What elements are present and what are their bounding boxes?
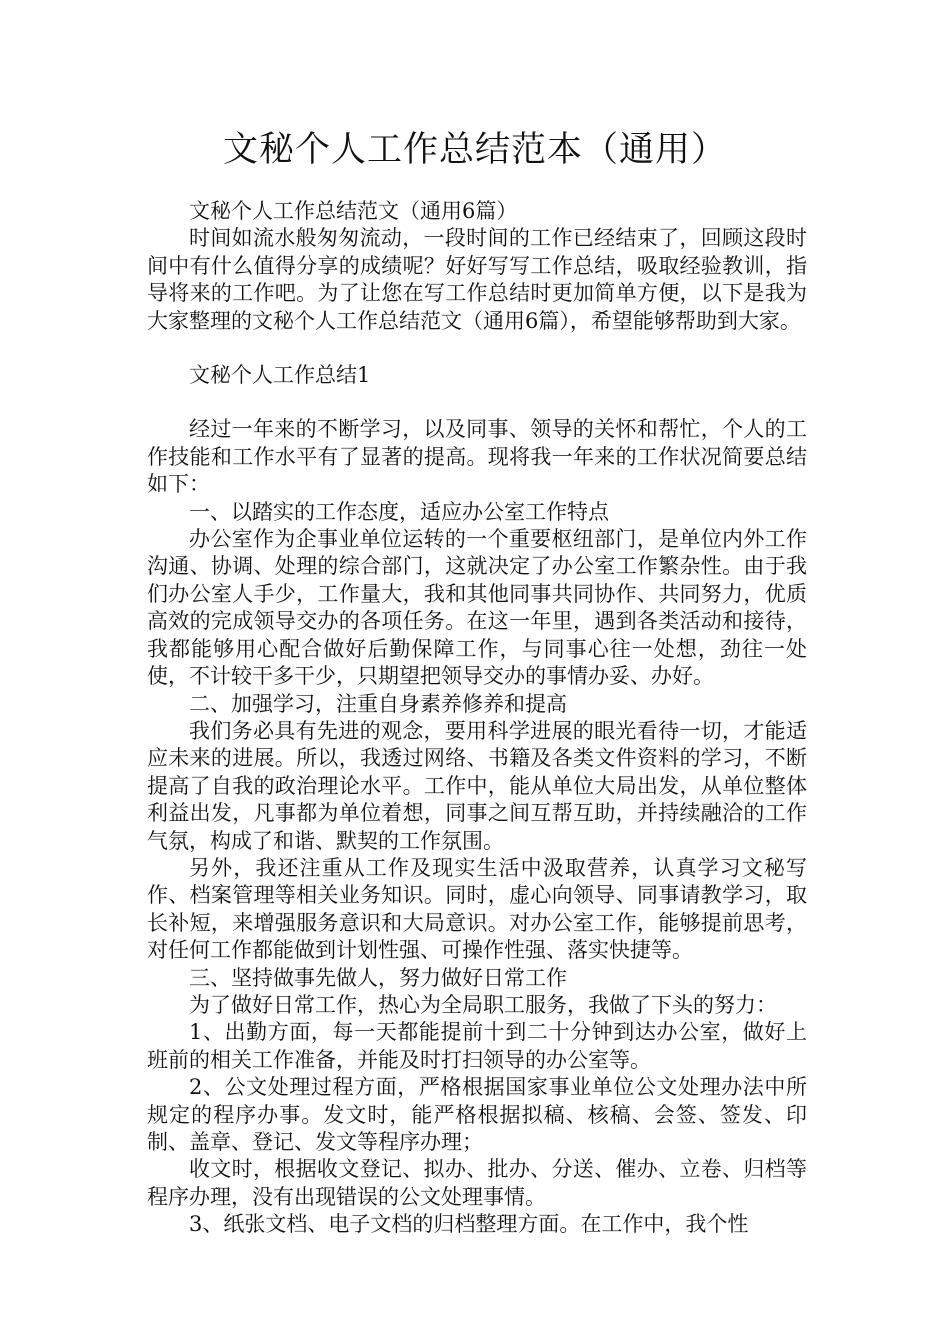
- section-heading: 文秘个人工作总结1: [189, 363, 371, 388]
- section-heading: 一、以踏实的工作态度，适应办公室工作特点: [189, 499, 609, 524]
- document-body: [147, 198, 807, 1239]
- document-title: 文秘个人工作总结范本（通用）: [222, 130, 727, 170]
- paragraph: 收文时，根据收文登记、拟办、批办、分送、催办、立卷、归档等程序办理，没有出现错误的公文处理事情。: [147, 1157, 807, 1209]
- list-item: 1、出勤方面，每一天都能提前十到二十分钟到达办公室，做好上班前的相关工作准备，并能及时打扫领导的办公室等。: [147, 1020, 807, 1072]
- section-heading: 二、加强学习，注重自身素养修养和提高: [189, 691, 567, 716]
- paragraph: 办公室作为企事业单位运转的一个重要枢纽部门，是单位内外工作沟通、协调、处理的综合部门，这就决定了办公室工作繁杂性。由于我们办公室人手少，工作量大，我和其他同事共同协作、共同努力，优质高效的完成领导交办的各项任务。在这一年里，遇到各类活动和接待，我都能够用心配合做好后勤保障工作，与同事心往一处想，劲往一处使，不计较干多干少，只期望把领导交办的事情办妥、办好。: [147, 527, 807, 689]
- paragraph: 文秘个人工作总结范文（通用6篇）: [189, 199, 518, 223]
- list-item: 2、公文处理过程方面，严格根据国家事业单位公文处理办法中所规定的程序办事。发文时，能严格根据拟稿、核稿、会签、签发、印制、盖章、登记、发文等程序办理；: [147, 1075, 807, 1154]
- paragraph: 时间如流水般匆匆流动，一段时间的工作已经结束了，回顾这段时间中有什么值得分享的成绩呢？好好写写工作总结，吸取经验教训，指导将来的工作吧。为了让您在写工作总结时更加简单方便，以下是我为大家整理的文秘个人工作总结范文（通用6篇），希望能够帮助到大家。: [147, 226, 807, 333]
- paragraph: 我们务必具有先进的观念，要用科学进展的眼光看待一切，才能适应未来的进展。所以，我透过网络、书籍及各类文件资料的学习，不断提高了自我的政治理论水平。工作中，能从单位大局出发，从单位整体利益出发，凡事都为单位着想，同事之间互帮互助，并持续融洽的工作气氛，构成了和谐、默契的工作氛围。: [147, 718, 807, 853]
- paragraph: 经过一年来的不断学习，以及同事、领导的关怀和帮忙，个人的工作技能和工作水平有了显著的提高。现将我一年来的工作状况简要总结如下：: [147, 417, 807, 497]
- list-item: 3、纸张文档、电子文档的归档整理方面。在工作中，我个性: [189, 1212, 749, 1237]
- section-heading: 三、坚持做事先做人，努力做好日常工作: [189, 965, 567, 990]
- paragraph: 为了做好日常工作，热心为全局职工服务，我做了下头的努力：: [189, 992, 777, 1017]
- paragraph: 另外，我还注重从工作及现实生活中汲取营养，认真学习文秘写作、档案管理等相关业务知识。同时，虚心向领导、同事请教学习，取长补短，来增强服务意识和大局意识。对办公室工作，能够提前思考，对任何工作都能做到计划性强、可操作性强、落实快捷等。: [147, 855, 807, 963]
